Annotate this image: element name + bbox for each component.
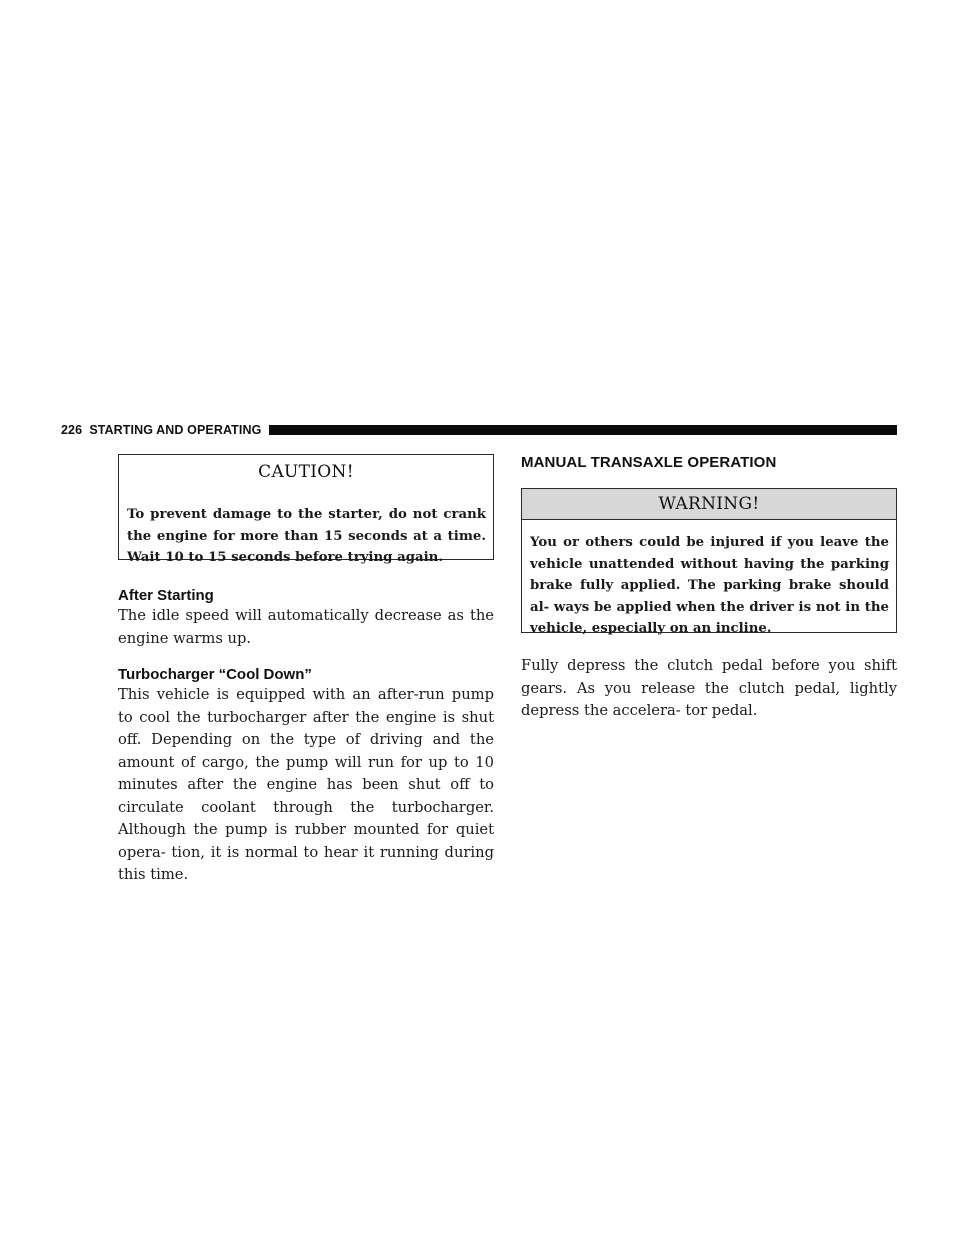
- right-column: [521, 454, 897, 723]
- page-header-label: [61, 423, 261, 437]
- header-rule: [269, 425, 897, 435]
- section-name: STARTING AND OPERATING: [89, 423, 262, 437]
- left-column: [118, 454, 494, 887]
- warning-box: [521, 488, 897, 636]
- manual-transaxle-text: Fully depress the clutch pedal before you shift gears. As you release the clutch pedal, lightly depress the accelera- tor pedal.: [521, 657, 897, 719]
- after-starting-heading: After Starting: [118, 587, 214, 604]
- caution-text: To prevent damage to the starter, do not crank the engine for more than 15 seconds at a time. Wait 10 to 15 seconds before trying again.: [127, 507, 486, 565]
- caution-box: [118, 454, 494, 565]
- after-starting-text: The idle speed will automatically decrease as the engine warms up.: [118, 607, 494, 647]
- manual-transaxle-heading: MANUAL TRANSAXLE OPERATION: [521, 454, 777, 471]
- warning-title: WARNING!: [522, 489, 896, 520]
- warning-text: You or others could be injured if you leave the vehicle unattended without having the parking brake fully applied. The parking brake should al- ways be applied when the driver is not in the vehicle, especially on an incline.: [530, 535, 889, 636]
- page-number: 226: [61, 423, 83, 437]
- caution-title: CAUTION!: [258, 462, 354, 482]
- turbo-text: This vehicle is equipped with an after-run pump to cool the turbocharger after the engine is shut off. Depending on the type of driving and the amount of cargo, the pump will run for up to 10 minutes after the engine has been shut off to circulate coolant through the turbocharger. Although the pump is rubber mounted for quiet opera- tion, it is normal to hear it running during this time.: [118, 686, 494, 883]
- page-header: [61, 423, 897, 437]
- turbo-heading: Turbocharger “Cool Down”: [118, 666, 312, 683]
